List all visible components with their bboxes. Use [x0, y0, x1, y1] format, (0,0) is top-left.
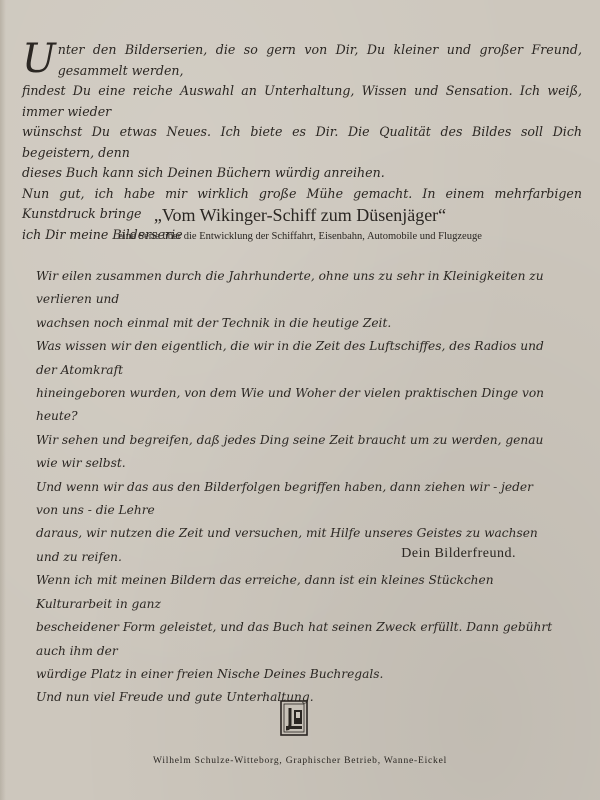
- body-line: Und nun viel Freude und gute Unterhaltung.: [36, 690, 314, 705]
- body-line: Und wenn wir das aus den Bilderfolgen begriffen haben, dann ziehen wir - jeder von uns - die Lehre: [36, 479, 533, 518]
- intro-line: Nun gut, ich habe mir wirklich große Mühe gemacht. In einem mehrfarbigen Kunstdruck bringe: [22, 185, 582, 221]
- intro-line: wünschst Du etwas Neues. Ich biete es Dir. Die Qualität des Bildes soll Dich begeistern, denn: [22, 124, 582, 160]
- series-subtitle: eine Serie über die Entwicklung der Schiffahrt, Eisenbahn, Automobile und Flugzeuge: [118, 231, 482, 242]
- intro-line: ich Dir meine Bilderserie: [22, 226, 183, 242]
- printer-mark-icon: [280, 700, 308, 736]
- intro-line: findest Du eine reiche Auswahl an Unterhaltung, Wissen und Sensation. Ich weiß, immer wieder: [22, 83, 582, 119]
- body-line: hineingeboren wurden, von dem Wie und Woher der vielen praktischen Dinge von heute?: [36, 386, 545, 424]
- body-line: Was wissen wir den eigentlich, die wir in die Zeit des Luftschiffes, des Radios und der Atomkraft: [36, 339, 544, 377]
- intro-line: dieses Buch kann sich Deinen Büchern würdig anreihen.: [22, 165, 385, 180]
- intro-line: nter den Bilderserien, die so gern von Dir, Du kleiner und großer Freund, gesammelt werden,: [57, 42, 582, 78]
- body-line: wachsen noch einmal mit der Technik in die heutige Zeit.: [36, 315, 392, 330]
- page-edge-shadow: [0, 0, 6, 800]
- body-line: würdige Platz in einer freien Nische Deines Buchregals.: [36, 666, 384, 681]
- signature: Dein Bilderfreund.: [401, 546, 516, 561]
- series-title: „Vom Wikinger-Schiff zum Düsenjäger“: [153, 205, 447, 225]
- body-line: bescheidener Form geleistet, und das Buch hat seinen Zweck erfüllt. Dann gebührt auch ihm der: [36, 620, 553, 658]
- body-line: Wir sehen und begreifen, daß jedes Ding seine Zeit braucht um zu werden, genau wie wir selbst.: [36, 432, 544, 471]
- drop-cap: U: [22, 36, 56, 82]
- body-line: daraus, wir nutzen die Zeit und versuchen, mit Hilfe unseres Geistes zu wachsen und zu reifen.: [36, 526, 538, 564]
- printer-imprint: Wilhelm Schulze-Witteborg, Graphischer Betrieb, Wanne-Eickel: [152, 756, 448, 766]
- body-line: Wir eilen zusammen durch die Jahrhunderte, ohne uns zu sehr in Kleinigkeiten zu verlieren und: [36, 269, 544, 307]
- body-line: Wenn ich mit meinen Bildern das erreiche, dann ist ein kleines Stückchen Kulturarbeit in ganz: [36, 573, 494, 611]
- body-paragraph: [36, 265, 556, 710]
